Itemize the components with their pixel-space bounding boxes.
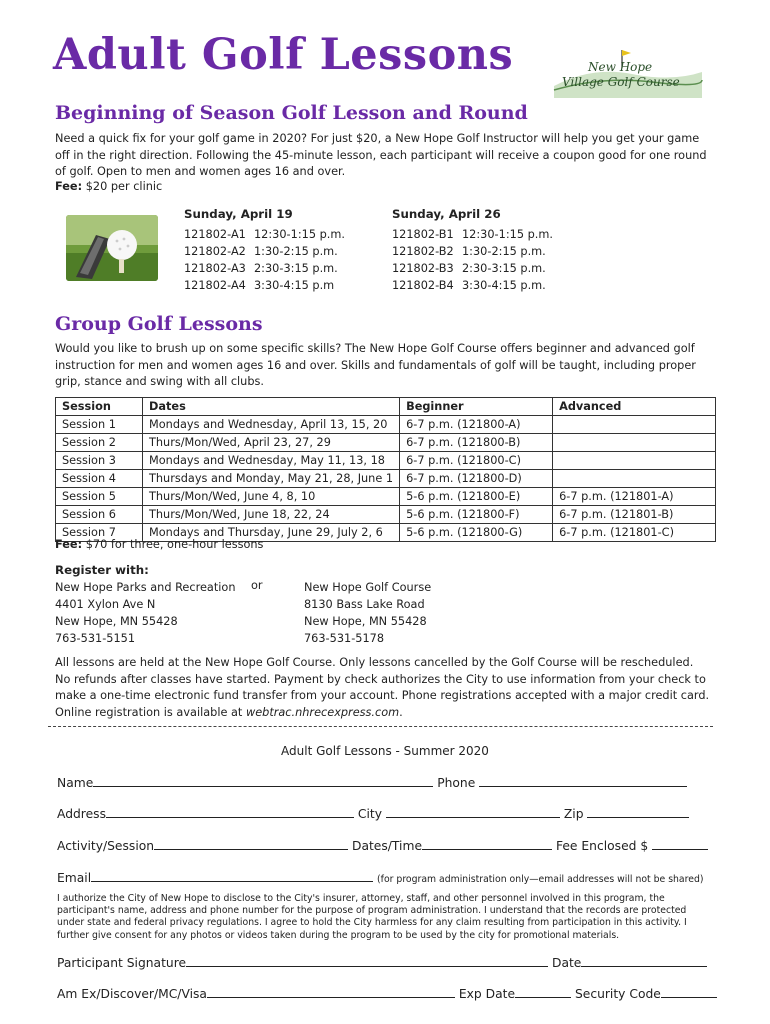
card-number-field[interactable] bbox=[207, 985, 455, 998]
parks-rec-address: New Hope Parks and Recreation 4401 Xylon Ave N New Hope, MN 55428 763-531-5151 bbox=[55, 581, 236, 645]
fee-field[interactable] bbox=[652, 837, 708, 850]
fee-label: Fee: bbox=[55, 180, 83, 193]
fee-value: $20 per clinic bbox=[85, 180, 163, 193]
signature-field[interactable] bbox=[186, 954, 548, 967]
clinic-day-heading: Sunday, April 26 bbox=[392, 207, 501, 221]
clinic-row: 121802-B1 12:30-1:15 p.m. bbox=[392, 228, 553, 241]
clinic-row: 121802-A2 1:30-2:15 p.m. bbox=[184, 245, 338, 258]
exp-date-field[interactable] bbox=[515, 985, 571, 998]
or-label: or bbox=[251, 579, 263, 592]
golf-course-address: New Hope Golf Course 8130 Bass Lake Road New Hope, MN 55428 763-531-5178 bbox=[304, 581, 432, 645]
address-field[interactable] bbox=[106, 805, 354, 818]
clinic-row: 121802-B4 3:30-4:15 p.m. bbox=[392, 279, 546, 292]
form-row-payment: Am Ex/Discover/MC/Visa Exp Date Security Code bbox=[57, 985, 709, 1001]
section2-body: Would you like to brush up on some specific skills? The New Hope Golf Course offers beginner and advanced golf instruction for men and women ages 16 and over. Skills and fundamentals of golf will be taught, including proper grip, stance and swing with all clubs. bbox=[55, 342, 696, 388]
fee-value: $70 for three, one-hour lessons bbox=[85, 538, 264, 551]
cut-line bbox=[48, 726, 713, 727]
form-row-email: Email (for program administration only—email addresses will not be shared) bbox=[57, 871, 704, 885]
register-heading: Register with: bbox=[55, 563, 149, 577]
phone-field[interactable] bbox=[479, 774, 687, 787]
form-title: Adult Golf Lessons - Summer 2020 bbox=[281, 744, 489, 758]
policy-note: All lessons are held at the New Hope Golf Course. Only lessons cancelled by the Golf Course will be rescheduled. bbox=[55, 656, 694, 669]
page-title: Adult Golf Lessons bbox=[53, 30, 514, 80]
table-header-row: Session Dates Beginner Advanced bbox=[56, 398, 716, 416]
date-field[interactable] bbox=[581, 954, 707, 967]
name-field[interactable] bbox=[93, 774, 433, 787]
form-row-name: Name Phone bbox=[57, 774, 709, 790]
city-field[interactable] bbox=[386, 805, 560, 818]
section-heading-beginning: Beginning of Season Golf Lesson and Round bbox=[55, 102, 528, 124]
form-row-address: Address City Zip bbox=[57, 805, 709, 821]
clinic-row: 121802-B3 2:30-3:15 p.m. bbox=[392, 262, 546, 275]
clinic-row: 121802-B2 1:30-2:15 p.m. bbox=[392, 245, 546, 258]
clinic-fee bbox=[55, 180, 162, 193]
fee-label: Fee: bbox=[55, 538, 83, 551]
clinic-row: 121802-A3 2:30-3:15 p.m. bbox=[184, 262, 338, 275]
zip-field[interactable] bbox=[587, 805, 689, 818]
table-row: Session 3 Mondays and Wednesday, May 11, 13, 18 6-7 p.m. (121800-C) bbox=[56, 452, 716, 470]
clinic-day-1 bbox=[184, 206, 345, 294]
table-row: Session 7 Mondays and Thursday, June 29, July 2, 6 5-6 p.m. (121800-G) 6-7 p.m. (121801-C) bbox=[56, 524, 716, 542]
clinic-row: 121802-A4 3:30-4:15 p.m bbox=[184, 279, 335, 292]
email-field[interactable] bbox=[91, 869, 373, 882]
form-row-signature: Participant Signature Date bbox=[57, 954, 709, 970]
online-registration-link[interactable]: webtrac.nhrecexpress.com bbox=[245, 705, 400, 719]
golf-course-logo bbox=[552, 46, 704, 100]
clinic-day-heading: Sunday, April 19 bbox=[184, 207, 293, 221]
clinic-row: 121802-A1 12:30-1:15 p.m. bbox=[184, 228, 345, 241]
section-heading-group: Group Golf Lessons bbox=[55, 313, 263, 335]
section1-body: Need a quick fix for your golf game in 2020? For just $20, a New Hope Golf Instructor will help you get your game off in the right direction. Following the 45-minute lesson, each participant will receive a coupon good for one round of golf. Open to men and women ages 16 and over. bbox=[55, 132, 707, 178]
email-note: (for program administration only—email addresses will not be shared) bbox=[377, 874, 704, 885]
table-row: Session 2 Thurs/Mon/Wed, April 23, 27, 29 6-7 p.m. (121800-B) bbox=[56, 434, 716, 452]
dates-field[interactable] bbox=[422, 837, 552, 850]
group-lessons-table bbox=[55, 397, 716, 542]
security-code-field[interactable] bbox=[661, 985, 717, 998]
policy-note: No refunds after classes have started. Payment by check authorizes the City to use information from your check to make a one-time electronic fund transfer from your account. Phone registrations accepted with a major credit card. bbox=[55, 672, 710, 702]
clinic-day-2 bbox=[392, 206, 553, 294]
online-registration: Online registration is available at webtrac.nhrecexpress.com. bbox=[55, 705, 403, 719]
table-row: Session 4 Thursdays and Monday, May 21, 28, June 1 6-7 p.m. (121800-D) bbox=[56, 470, 716, 488]
logo-line1: New Hope bbox=[588, 60, 653, 74]
golf-ball-photo bbox=[66, 215, 158, 281]
table-row: Session 5 Thurs/Mon/Wed, June 4, 8, 10 5-6 p.m. (121800-E) 6-7 p.m. (121801-A) bbox=[56, 488, 716, 506]
logo-line2: Village Golf Course bbox=[562, 75, 680, 89]
activity-field[interactable] bbox=[154, 837, 348, 850]
table-row: Session 6 Thurs/Mon/Wed, June 18, 22, 24 5-6 p.m. (121800-F) 6-7 p.m. (121801-B) bbox=[56, 506, 716, 524]
policy-notes bbox=[55, 655, 715, 721]
authorization-text: I authorize the City of New Hope to disclose to the City's insurer, attorney, staff, and other personnel involved in this program, the participant's name, address and phone number for the purpose of program administration. I understand that the records are protected under state and federal privacy regulations. I agree to hold the City harmless for any claim resulting from participation in this activity. I further give consent for any photos or videos taken during the program to be used by the city for promotional materials. bbox=[57, 893, 687, 941]
form-row-activity: Activity/Session Dates/Time Fee Enclosed $ bbox=[57, 837, 709, 853]
group-fee bbox=[55, 538, 263, 551]
table-row: Session 1 Mondays and Wednesday, April 13, 15, 20 6-7 p.m. (121800-A) bbox=[56, 416, 716, 434]
